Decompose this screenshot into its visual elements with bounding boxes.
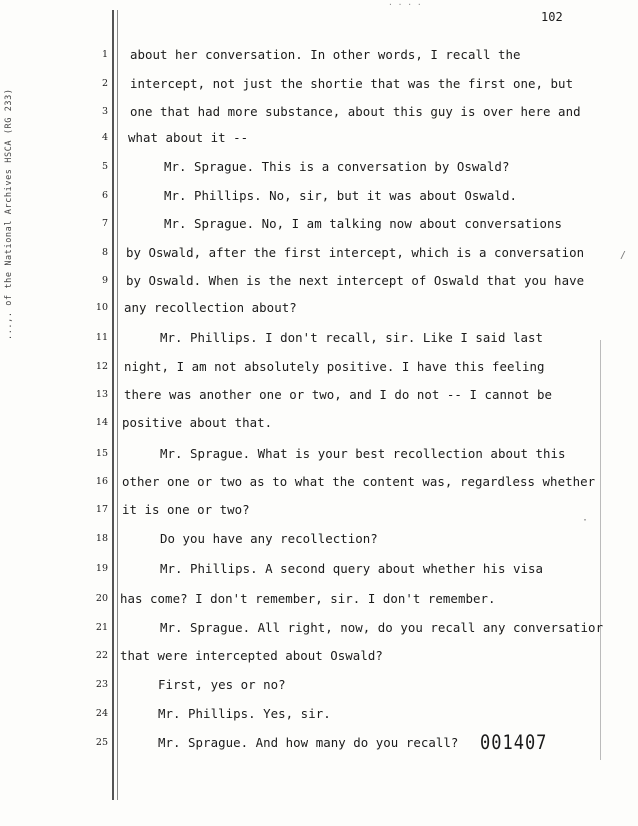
transcript-line bbox=[0, 214, 638, 238]
line-number: 20 bbox=[95, 593, 108, 604]
line-text: other one or two as to what the content was, regardless whether bbox=[122, 474, 596, 489]
line-text: there was another one or two, and I do not -- I cannot be bbox=[124, 387, 553, 402]
transcript-line bbox=[0, 704, 638, 728]
line-text: by Oswald, after the first intercept, which is a conversation bbox=[126, 245, 585, 260]
line-number: 9 bbox=[101, 275, 108, 286]
line-text: by Oswald. When is the next intercept of Oswald that you have bbox=[126, 273, 585, 288]
line-text: Mr. Sprague. All right, now, do you recall any conversatior bbox=[160, 620, 604, 635]
line-text: Mr. Phillips. A second query about whether his visa bbox=[160, 561, 543, 576]
line-number: 1 bbox=[101, 49, 108, 60]
transcript-line bbox=[0, 618, 638, 642]
page-number: 102 bbox=[541, 10, 563, 24]
transcript-line bbox=[0, 472, 638, 496]
header-mark: · · · · bbox=[388, 0, 422, 9]
line-number: 7 bbox=[101, 218, 108, 229]
line-text: Mr. Sprague. This is a conversation by Oswald? bbox=[164, 159, 510, 174]
scan-speck: · bbox=[582, 515, 589, 526]
line-text: First, yes or no? bbox=[158, 677, 286, 692]
line-number: 10 bbox=[95, 302, 108, 313]
transcript-line bbox=[0, 271, 638, 295]
line-number: 15 bbox=[95, 448, 108, 459]
transcript-line bbox=[0, 328, 638, 352]
line-text: Mr. Sprague. No, I am talking now about conversations bbox=[164, 216, 563, 231]
transcript-line bbox=[0, 646, 638, 670]
line-text: Mr. Phillips. Yes, sir. bbox=[158, 706, 331, 721]
line-text: about her conversation. In other words, I recall the bbox=[130, 47, 521, 62]
line-number: 11 bbox=[95, 332, 108, 343]
line-number: 2 bbox=[101, 78, 108, 89]
transcript-line bbox=[0, 298, 638, 322]
transcript-line bbox=[0, 385, 638, 409]
line-text: that were intercepted about Oswald? bbox=[120, 648, 383, 663]
transcript-line bbox=[0, 243, 638, 267]
line-number: 4 bbox=[101, 132, 108, 143]
line-number: 24 bbox=[95, 708, 108, 719]
transcript-line bbox=[0, 500, 638, 524]
line-text: Mr. Phillips. No, sir, but it was about Oswald. bbox=[164, 188, 517, 203]
line-number: 6 bbox=[101, 190, 108, 201]
line-number: 19 bbox=[95, 563, 108, 574]
document-id-stamp: 001407 bbox=[480, 731, 548, 755]
line-text: what about it -- bbox=[128, 130, 249, 145]
line-text: night, I am not absolutely positive. I have this feeling bbox=[124, 359, 545, 374]
line-number: 12 bbox=[95, 361, 108, 372]
archive-side-stamp: ...,. of the National Archives HSCA (RG 233) bbox=[4, 88, 14, 340]
line-text: intercept, not just the shortie that was the first one, but bbox=[130, 76, 574, 91]
line-text: one that had more substance, about this guy is over here and bbox=[130, 104, 581, 119]
transcript-line bbox=[0, 589, 638, 613]
line-number: 16 bbox=[95, 476, 108, 487]
transcript-line bbox=[0, 102, 638, 126]
line-text: has come? I don't remember, sir. I don't remember. bbox=[120, 591, 496, 606]
transcript-line bbox=[0, 413, 638, 437]
transcript-line bbox=[0, 128, 638, 152]
line-number: 25 bbox=[95, 737, 108, 748]
line-number: 18 bbox=[95, 533, 108, 544]
line-text: any recollection about? bbox=[124, 300, 297, 315]
line-number: 22 bbox=[95, 650, 108, 661]
line-text: positive about that. bbox=[122, 415, 273, 430]
line-number: 5 bbox=[101, 161, 108, 172]
line-number: 3 bbox=[101, 106, 108, 117]
transcript-line bbox=[0, 675, 638, 699]
line-number: 17 bbox=[95, 504, 108, 515]
transcript-line bbox=[0, 529, 638, 553]
transcript-line bbox=[0, 559, 638, 583]
line-number: 8 bbox=[101, 247, 108, 258]
line-number: 21 bbox=[95, 622, 108, 633]
line-number: 14 bbox=[95, 417, 108, 428]
transcript-line bbox=[0, 444, 638, 468]
transcript-line bbox=[0, 357, 638, 381]
line-text: Mr. Sprague. What is your best recollection about this bbox=[160, 446, 566, 461]
transcript-line bbox=[0, 74, 638, 98]
line-number: 23 bbox=[95, 679, 108, 690]
transcript-line bbox=[0, 186, 638, 210]
scan-speck: / bbox=[620, 250, 627, 261]
transcript-line bbox=[0, 157, 638, 181]
line-text: Mr. Phillips. I don't recall, sir. Like I said last bbox=[160, 330, 543, 345]
line-number: 13 bbox=[95, 389, 108, 400]
line-text: Mr. Sprague. And how many do you recall? bbox=[158, 735, 459, 750]
line-text: it is one or two? bbox=[122, 502, 250, 517]
transcript-line bbox=[0, 45, 638, 69]
line-text: Do you have any recollection? bbox=[160, 531, 378, 546]
